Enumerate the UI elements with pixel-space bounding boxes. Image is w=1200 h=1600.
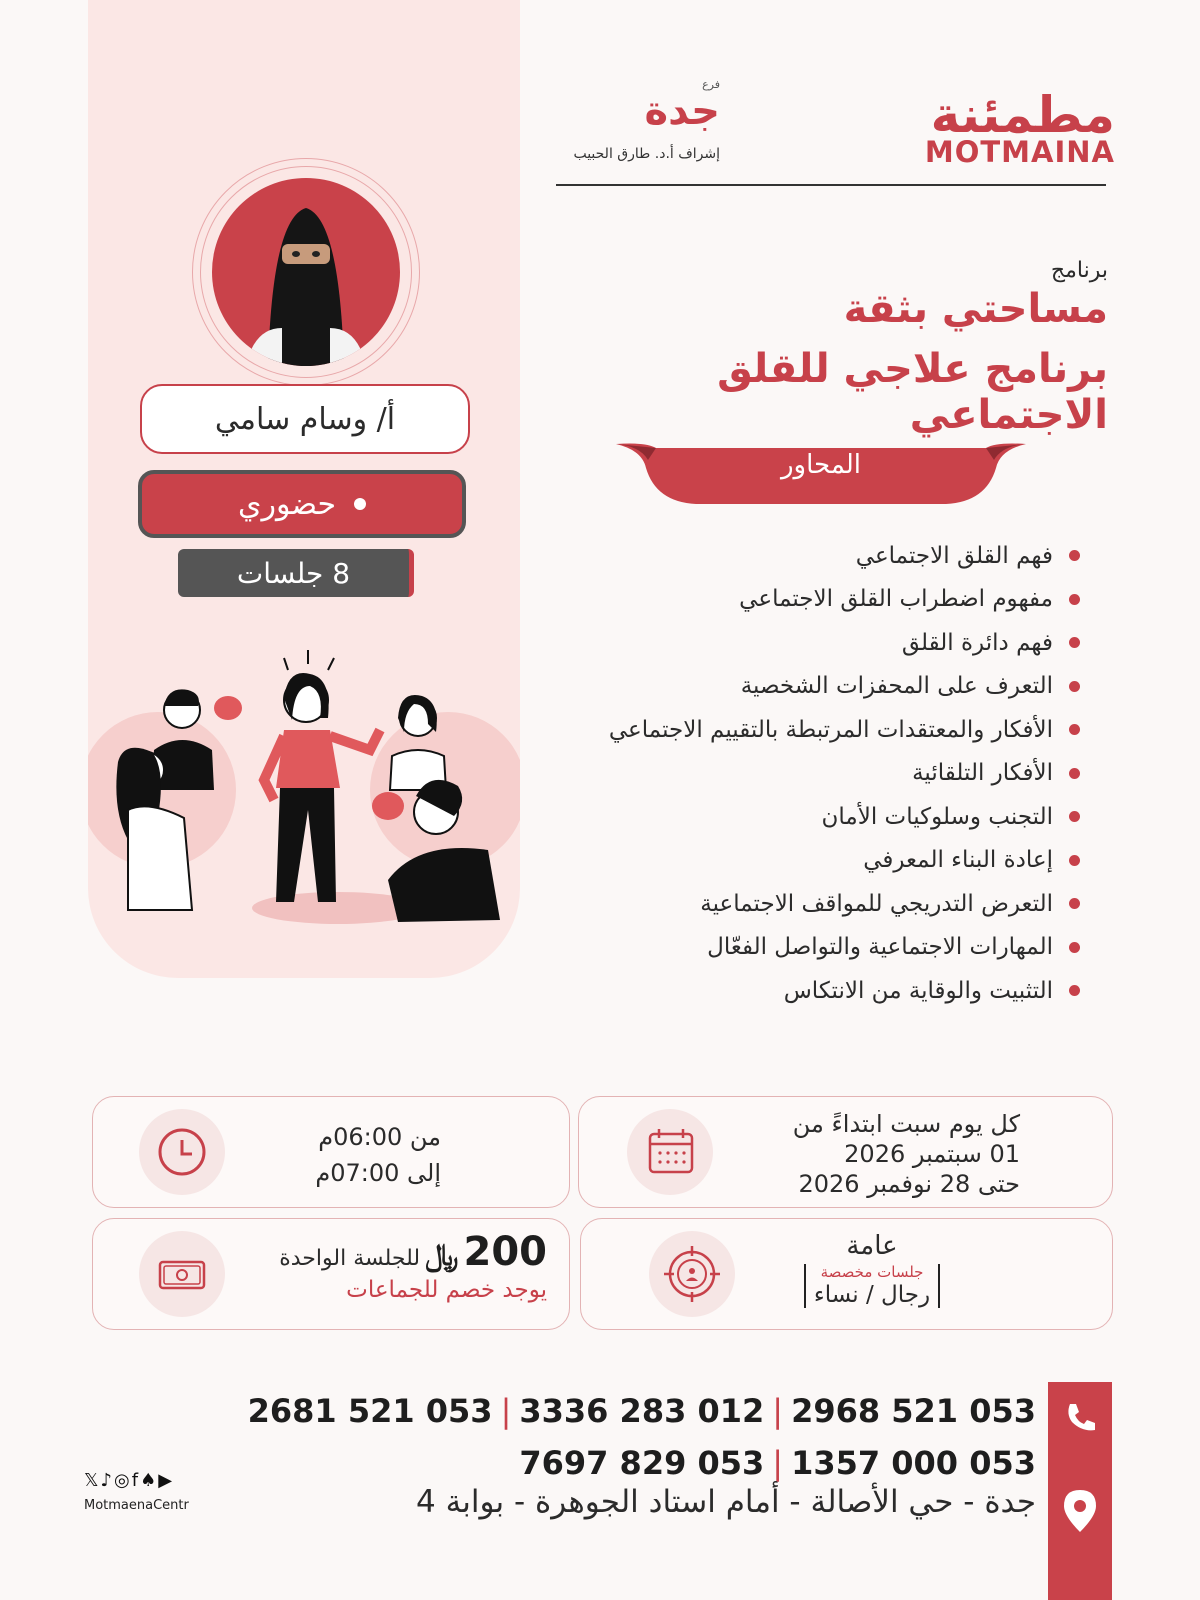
youtube-icon[interactable]: ▶ (158, 1470, 175, 1491)
facebook-icon[interactable]: f (131, 1470, 141, 1491)
list-item: فهم دائرة القلق (580, 621, 1080, 665)
presenter-name: أ/ وسام سامي (140, 384, 470, 454)
list-item: مفهوم اضطراب القلق الاجتماعي (580, 578, 1080, 622)
audience-card (580, 1218, 1113, 1330)
sessions-count-badge: 8 جلسات (178, 549, 414, 597)
list-item: التعرض التدريجي للمواقف الاجتماعية (580, 882, 1080, 926)
bullet-icon (1069, 811, 1080, 822)
target-group-icon (649, 1231, 735, 1317)
price-amount: 200 (463, 1229, 547, 1275)
phone-number[interactable]: 053 521 2968 (791, 1392, 1036, 1430)
bullet-icon (1069, 985, 1080, 996)
tiktok-icon[interactable]: ♪ (100, 1470, 115, 1491)
phone-number[interactable]: 053 829 7697 (519, 1444, 765, 1482)
header-divider (556, 184, 1106, 186)
social-icons (84, 1470, 214, 1491)
topics-list (580, 534, 1080, 1013)
audience-groups: رجال / نساء (813, 1282, 931, 1308)
schedule-time-card (92, 1096, 570, 1208)
program-title: مساحتي بثقة (843, 286, 1108, 332)
supervisor-text: إشراف أ.د. طارق الحبيب (573, 146, 720, 162)
bullet-icon (1069, 898, 1080, 909)
bullet-icon (1069, 942, 1080, 953)
bullet-icon (1069, 594, 1080, 605)
schedule-days: كل يوم سبت ابتداءً من (792, 1110, 1020, 1138)
list-item: التعرف على المحفزات الشخصية (580, 665, 1080, 709)
price-card (92, 1218, 570, 1330)
list-item: إعادة البناء المعرفي (580, 839, 1080, 883)
logo-arabic: مطمئنة (930, 86, 1115, 144)
branch-name: جدة (644, 88, 720, 134)
address: جدة - حي الأصالة - أمام استاد الجوهرة - بوابة 4 (416, 1484, 1036, 1520)
x-icon[interactable]: 𝕏 (84, 1470, 101, 1491)
attendance-mode-badge (138, 470, 466, 538)
bullet-icon (1069, 637, 1080, 648)
bullet-icon (1069, 855, 1080, 866)
logo-english: MOTMAINA (924, 135, 1115, 169)
snapchat-icon[interactable]: ♠ (140, 1470, 159, 1491)
schedule-days-card (578, 1096, 1113, 1208)
bullet-icon (1069, 768, 1080, 779)
time-from: من 06:00م (318, 1123, 441, 1151)
social-handle[interactable]: MotmaenaCentr (84, 1498, 189, 1513)
program-label: برنامج (1050, 258, 1108, 283)
money-icon (139, 1231, 225, 1317)
divider (804, 1264, 806, 1308)
presenter-portrait (192, 158, 420, 386)
price-per-session: للجلسة الواحدة (279, 1246, 421, 1271)
avatar (212, 178, 400, 366)
riyal-icon: ﷼ (425, 1238, 459, 1273)
axes-title: المحاور (781, 450, 861, 480)
list-item: فهم القلق الاجتماعي (580, 534, 1080, 578)
phones-row-1: 053 521 2968|012 283 3336|053 521 2681 (247, 1392, 1036, 1430)
list-item: التثبيت والوقاية من الانتكاس (580, 969, 1080, 1013)
bullet-icon (1069, 550, 1080, 561)
clock-icon (139, 1109, 225, 1195)
audience-title: عامة (846, 1231, 898, 1261)
phone-number[interactable]: 053 521 2681 (247, 1392, 493, 1430)
list-item: الأفكار التلقائية (580, 752, 1080, 796)
instagram-icon[interactable]: ◎ (114, 1470, 132, 1491)
phones-row-2: 053 000 1357|053 829 7697 (519, 1444, 1036, 1482)
location-pin-icon (1062, 1488, 1098, 1534)
schedule-start-date: 01 سبتمبر 2026 (844, 1140, 1020, 1168)
list-item: الأفكار والمعتقدات المرتبطة بالتقييم الاجتماعي (580, 708, 1080, 752)
list-item: التجنب وسلوكيات الأمان (580, 795, 1080, 839)
branch-label: فرع (702, 78, 720, 91)
bullet-icon (1069, 724, 1080, 735)
bullet-icon (354, 498, 366, 510)
phone-number[interactable]: 012 283 3336 (519, 1392, 765, 1430)
contact-bar (1048, 1382, 1112, 1600)
calendar-icon (627, 1109, 713, 1195)
phone-number[interactable]: 053 000 1357 (791, 1444, 1036, 1482)
list-item: المهارات الاجتماعية والتواصل الفعّال (580, 926, 1080, 970)
people-illustration (88, 640, 520, 978)
phone-icon (1062, 1400, 1098, 1436)
program-subtitle: برنامج علاجي للقلق الاجتماعي (717, 346, 1108, 438)
attendance-mode-label: حضوري (237, 486, 337, 522)
time-to: إلى 07:00م (315, 1159, 441, 1187)
bullet-icon (1069, 681, 1080, 692)
audience-subtitle: جلسات مخصصة (820, 1263, 924, 1281)
schedule-end-date: حتى 28 نوفمبر 2026 (798, 1170, 1020, 1198)
group-discount: يوجد خصم للجماعات (346, 1277, 547, 1303)
divider (938, 1264, 940, 1308)
